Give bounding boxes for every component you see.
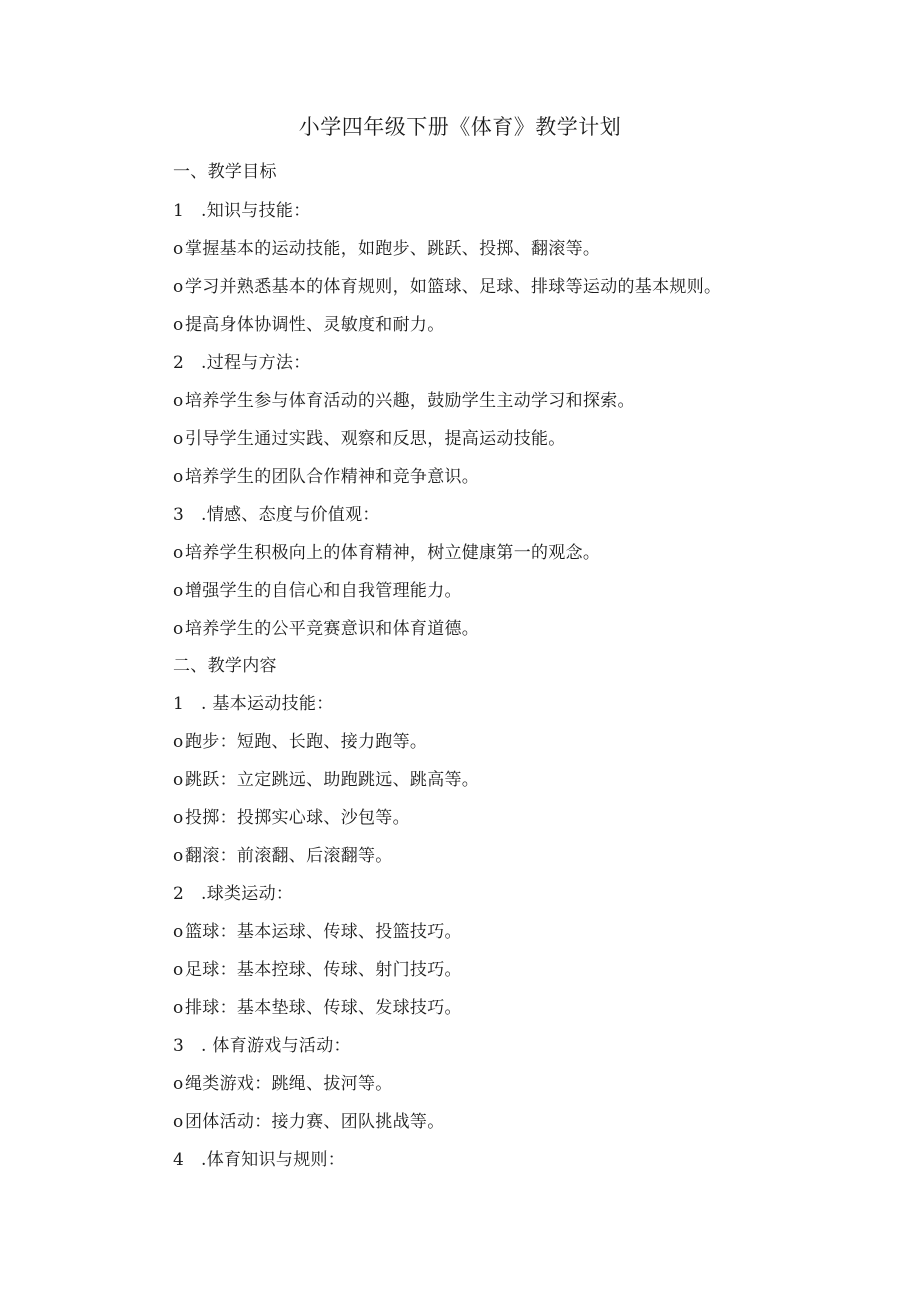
list-item	[173, 730, 427, 754]
list-item	[173, 1072, 393, 1096]
subheading-number: 1	[173, 201, 185, 221]
bullet-marker: o	[173, 581, 184, 601]
bullet-marker: o	[173, 1074, 184, 1094]
bullet-marker: o	[173, 467, 184, 487]
bullet-marker: o	[173, 960, 184, 980]
bullet-marker: o	[173, 391, 184, 411]
list-item-text: 篮球：基本运球、传球、投篮技巧。	[185, 922, 462, 942]
list-item-text: 排球：基本垫球、传球、发球技巧。	[185, 998, 462, 1018]
subheading-games-activities	[173, 1034, 351, 1058]
subheading-knowledge-rules	[173, 1148, 345, 1172]
bullet-marker: o	[173, 239, 184, 259]
list-item-text: 引导学生通过实践、观察和反思，提高运动技能。	[185, 429, 566, 449]
subheading-knowledge-skills	[173, 199, 311, 223]
list-item	[173, 389, 635, 413]
list-item	[173, 1110, 445, 1134]
list-item	[173, 579, 462, 603]
list-item-text: 跑步：短跑、长跑、接力跑等。	[185, 732, 428, 752]
list-item-text: 学习并熟悉基本的体育规则，如篮球、足球、排球等运动的基本规则。	[185, 277, 722, 297]
subheading-basic-skills	[173, 692, 334, 716]
bullet-marker: o	[173, 1112, 184, 1132]
list-item	[173, 958, 462, 982]
bullet-marker: o	[173, 619, 184, 639]
list-item-text: 培养学生的团队合作精神和竞争意识。	[185, 467, 480, 487]
subheading-number: 2	[173, 884, 185, 904]
bullet-marker: o	[173, 732, 184, 752]
list-item-text: 投掷：投掷实心球、沙包等。	[185, 808, 410, 828]
list-item-text: 增强学生的自信心和自我管理能力。	[185, 581, 462, 601]
list-item-text: 跳跃：立定跳远、助跑跳远、跳高等。	[185, 770, 480, 790]
list-item	[173, 313, 445, 337]
section-heading-objectives: 一、教学目标	[173, 162, 277, 182]
list-item	[173, 768, 479, 792]
list-item	[173, 806, 410, 830]
bullet-marker: o	[173, 922, 184, 942]
bullet-marker: o	[173, 770, 184, 790]
list-item-text: 提高身体协调性、灵敏度和耐力。	[185, 315, 445, 335]
bullet-marker: o	[173, 846, 184, 866]
bullet-marker: o	[173, 998, 184, 1018]
list-item-text: 足球：基本控球、传球、射门技巧。	[185, 960, 462, 980]
list-item	[173, 996, 462, 1020]
bullet-marker: o	[173, 315, 184, 335]
subheading-label: .体育知识与规则：	[201, 1150, 346, 1170]
subheading-number: 4	[173, 1150, 185, 1170]
subheading-label: .球类运动：	[201, 884, 294, 904]
subheading-emotion-values	[173, 503, 380, 527]
subheading-number: 3	[173, 505, 185, 525]
subheading-process-methods	[173, 351, 311, 375]
list-item-text: 培养学生积极向上的体育精神，树立健康第一的观念。	[185, 543, 601, 563]
list-item	[173, 617, 479, 641]
list-item	[173, 427, 566, 451]
list-item	[173, 237, 600, 261]
list-item-text: 团体活动：接力赛、团队挑战等。	[185, 1112, 445, 1132]
subheading-ball-sports	[173, 882, 293, 906]
subheading-number: 3	[173, 1036, 185, 1056]
list-item	[173, 541, 600, 565]
subheading-label: . 体育游戏与活动：	[201, 1036, 351, 1056]
list-item	[173, 844, 393, 868]
subheading-number: 2	[173, 353, 185, 373]
list-item-text: 掌握基本的运动技能，如跑步、跳跃、投掷、翻滚等。	[185, 239, 601, 259]
list-item	[173, 465, 479, 489]
bullet-marker: o	[173, 429, 184, 449]
page-title: 小学四年级下册《体育》教学计划	[298, 115, 622, 139]
bullet-marker: o	[173, 543, 184, 563]
list-item-text: 绳类游戏：跳绳、拔河等。	[185, 1074, 393, 1094]
subheading-label: .情感、态度与价值观：	[201, 505, 380, 525]
subheading-number: 1	[173, 694, 185, 714]
list-item	[173, 920, 462, 944]
list-item	[173, 275, 721, 299]
section-heading-content: 二、教学内容	[173, 656, 277, 676]
subheading-label: . 基本运动技能：	[201, 694, 334, 714]
bullet-marker: o	[173, 808, 184, 828]
subheading-label: .知识与技能：	[201, 201, 311, 221]
list-item-text: 培养学生的公平竞赛意识和体育道德。	[185, 619, 480, 639]
subheading-label: .过程与方法：	[201, 353, 311, 373]
list-item-text: 培养学生参与体育活动的兴趣，鼓励学生主动学习和探索。	[185, 391, 635, 411]
list-item-text: 翻滚：前滚翻、后滚翻等。	[185, 846, 393, 866]
bullet-marker: o	[173, 277, 184, 297]
